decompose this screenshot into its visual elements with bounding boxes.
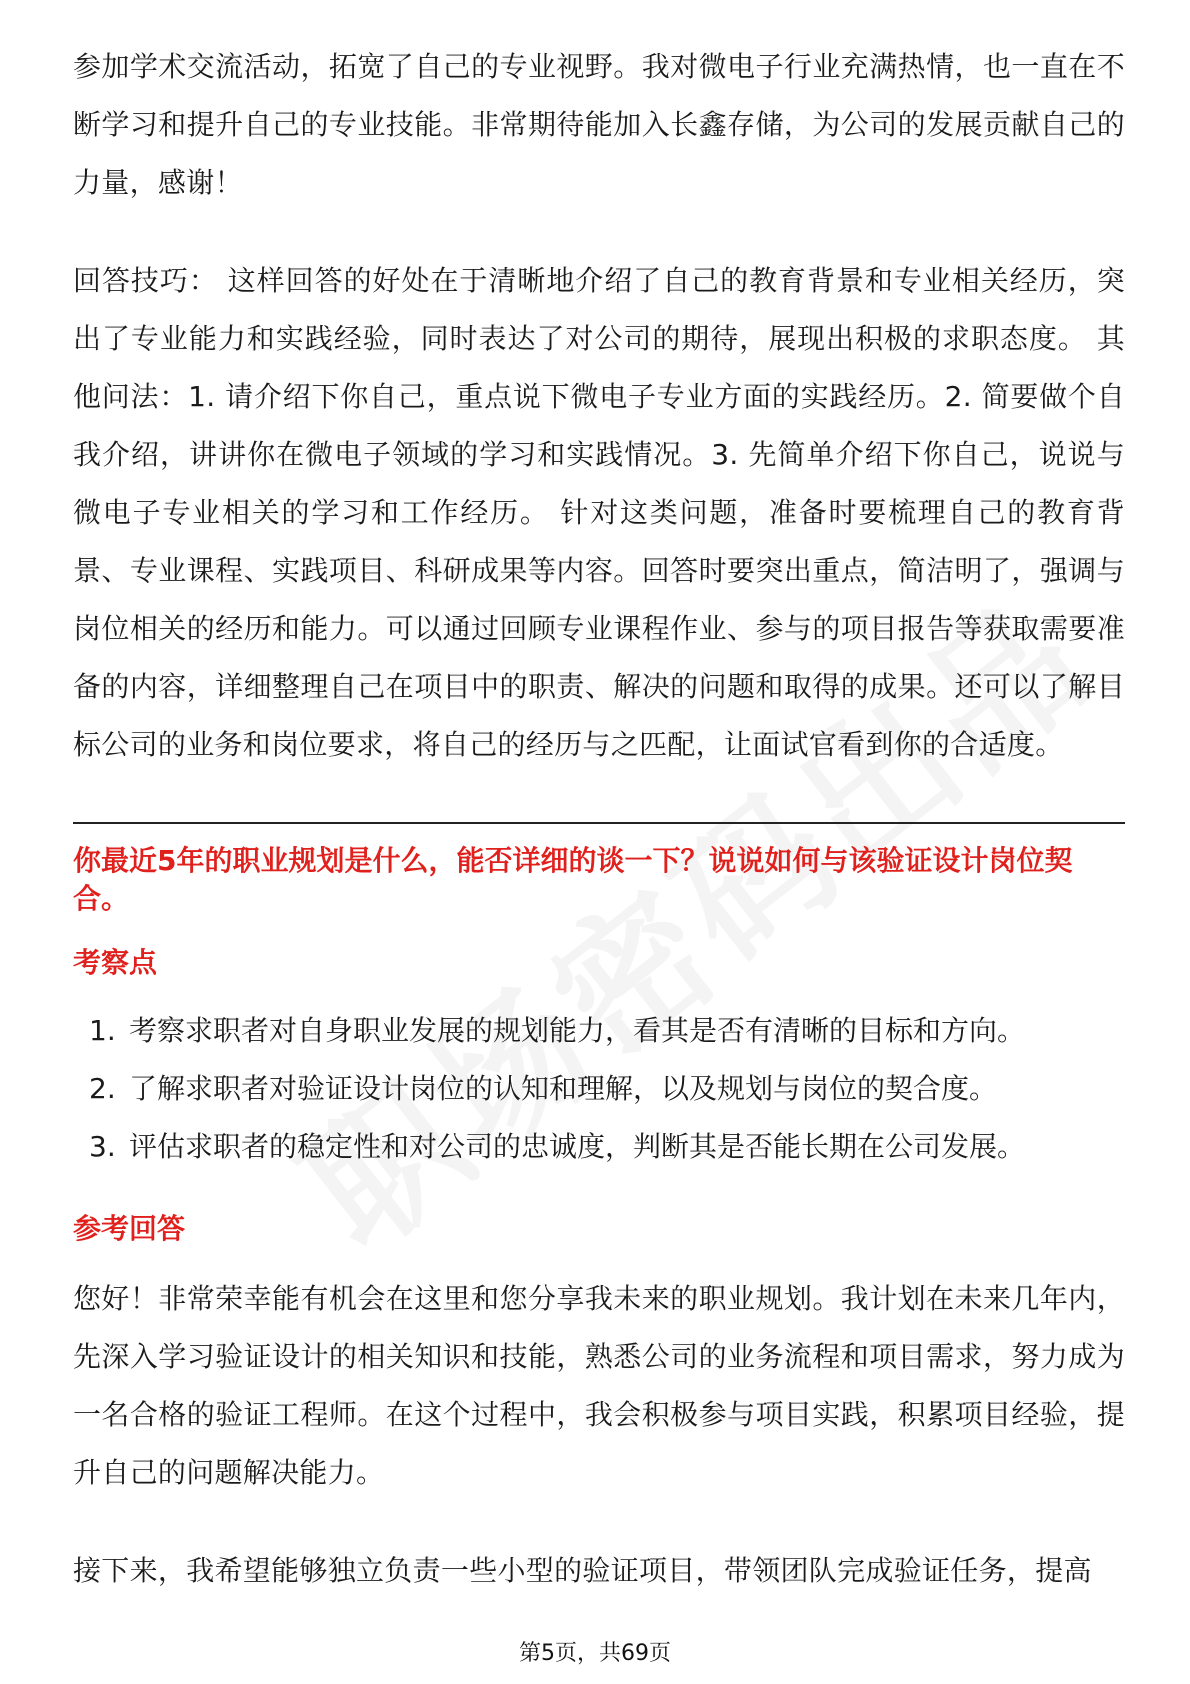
answer-title: 参考回答 <box>73 1212 186 1245</box>
assessment-item-number: 1. <box>89 1014 116 1047</box>
page-footer: 第5页，共69页 <box>519 1641 671 1666</box>
document-page <box>73 38 1125 1600</box>
question-heading: 你最近5年的职业规划是什么，能否详细的谈一下？说说如何与该验证设计岗位契合。 <box>73 844 1073 915</box>
assessment-title: 考察点 <box>73 946 158 979</box>
assessment-item-number: 3. <box>89 1130 116 1163</box>
assessment-list <box>89 1002 1125 1176</box>
assessment-item <box>89 1060 1125 1118</box>
assessment-item-text: 评估求职者的稳定性和对公司的忠诚度，判断其是否能长期在公司发展。 <box>129 1130 1026 1163</box>
assessment-item <box>89 1118 1125 1176</box>
assessment-item-text: 考察求职者对自身职业发展的规划能力，看其是否有清晰的目标和方向。 <box>129 1014 1026 1047</box>
assessment-item <box>89 1002 1125 1060</box>
assessment-item-text: 了解求职者对验证设计岗位的认知和理解，以及规划与岗位的契合度。 <box>129 1072 998 1105</box>
tips-paragraph: 回答技巧： 这样回答的好处在于清晰地介绍了自己的教育背景和专业相关经历，突出了专业能力和实践经验，同时表达了对公司的期待，展现出积极的求职态度。 其他问法：1. 请介绍下你自己，重点说下微电子专业方面的实践经历。2. 简要做个自我介绍，讲讲你在微电子领域的学习和实践情况。3. 先简单介绍下你自己，说说与微电子专业相关的学习和工作经历。 针对这类问题，准备时要梳理自己的教育背景、专业课程、实践项目、科研成果等内容。回答时要突出重点，简洁明了，强调与岗位相关的经历和能力。可以通过回顾专业课程作业、参与的项目报告等获取需要准备的内容，详细整理自己在项目中的职责、解决的问题和取得的成果。还可以了解目标公司的业务和岗位要求，将自己的经历与之匹配，让面试官看到你的合适度。 <box>73 264 1125 761</box>
intro-continuation: 参加学术交流活动，拓宽了自己的专业视野。我对微电子行业充满热情，也一直在不断学习和提升自己的专业技能。非常期待能加入长鑫存储，为公司的发展贡献自己的力量，感谢！ <box>73 50 1125 199</box>
assessment-item-number: 2. <box>89 1072 116 1105</box>
answer-paragraph: 接下来，我希望能够独立负责一些小型的验证项目，带领团队完成验证任务，提高 <box>73 1554 1092 1587</box>
section-divider <box>73 822 1125 824</box>
answer-paragraph: 您好！非常荣幸能有机会在这里和您分享我未来的职业规划。我计划在未来几年内，先深入学习验证设计的相关知识和技能，熟悉公司的业务流程和项目需求，努力成为一名合格的验证工程师。在这个过程中，我会积极参与项目实践，积累项目经验，提升自己的问题解决能力。 <box>73 1282 1125 1489</box>
